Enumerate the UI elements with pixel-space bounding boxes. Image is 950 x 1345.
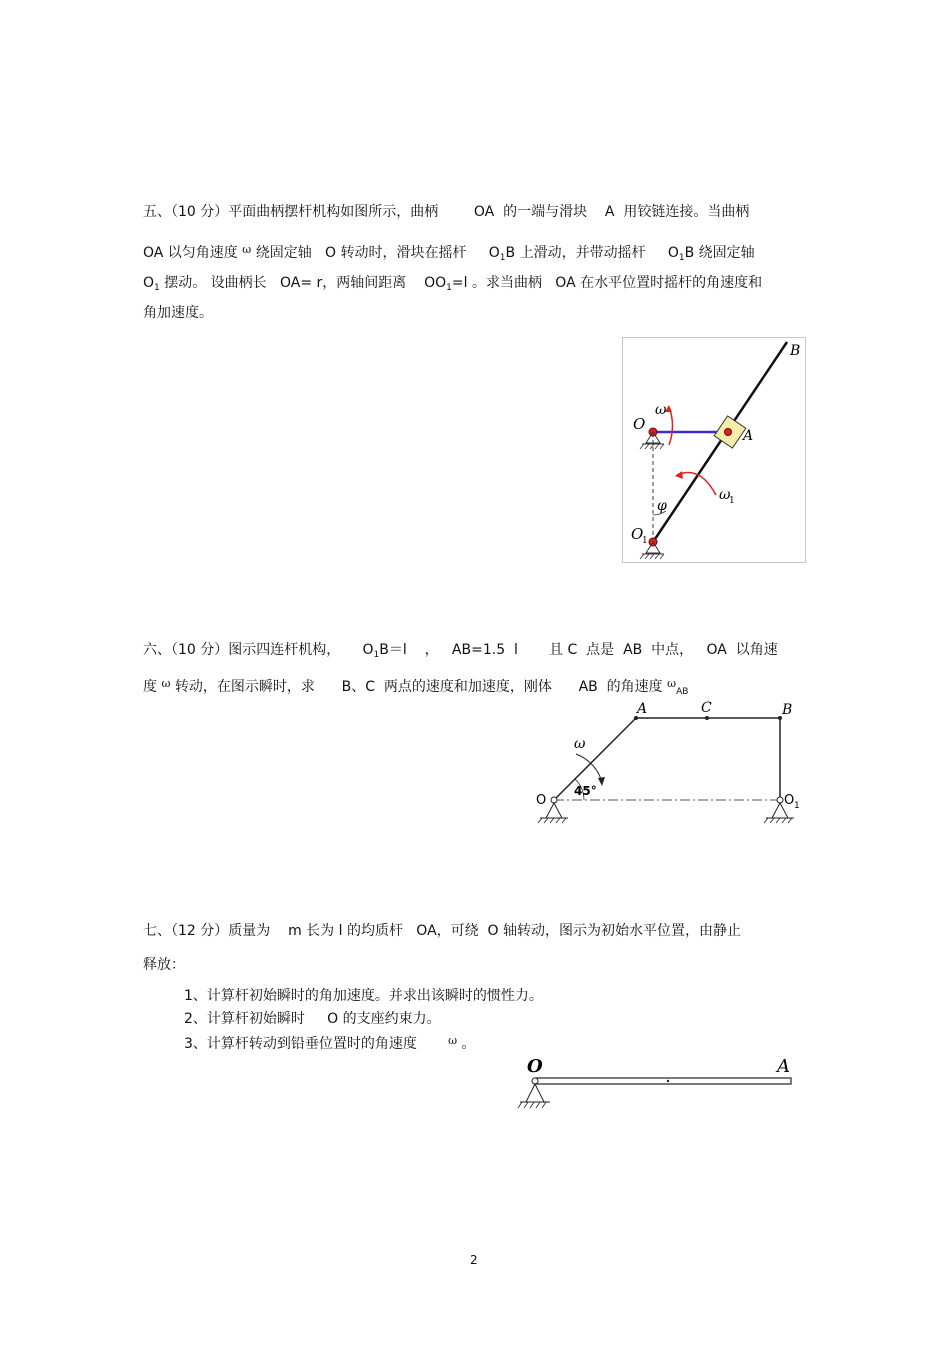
q5-line-3 — [143, 274, 762, 297]
omega-symbol: ω — [448, 1034, 458, 1047]
q6-line-1 — [143, 641, 778, 664]
hatch-o — [640, 444, 664, 449]
omega1-arrowhead — [675, 471, 683, 479]
q6-text: 六、（10 分）图示四连杆机构， O — [143, 642, 374, 658]
q7-item-3 — [184, 1032, 476, 1053]
label-b: B — [782, 702, 793, 718]
rod-oa — [535, 1078, 791, 1084]
q7-item-2: 2、计算杆初始瞬时 O 的支座约束力。 — [184, 1011, 441, 1027]
rocker-o1b — [653, 342, 787, 542]
q7-text: 。 — [457, 1036, 476, 1052]
label-a: A — [637, 701, 648, 717]
q7-item-1: 1、计算杆初始瞬时的角加速度。并求出该瞬时的惯性力。 — [184, 988, 543, 1004]
q6-text: 度 — [143, 679, 162, 695]
label-45deg: 45° — [574, 784, 597, 798]
page-number: 2 — [470, 1253, 478, 1267]
subscript: 1 — [678, 253, 685, 263]
subscript: 1 — [499, 253, 506, 263]
support-o — [526, 1084, 544, 1102]
omega-symbol: ω — [242, 243, 252, 256]
q5-text: 摆动。 设曲柄长 OA= r，两轴间距离 OO — [159, 275, 447, 291]
q5-figure — [622, 337, 806, 563]
subscript: 1 — [373, 650, 380, 660]
pin-a — [725, 429, 732, 436]
label-o: O — [527, 1056, 543, 1077]
rod-center-point — [667, 1080, 669, 1082]
label-omega: ω — [655, 402, 667, 418]
omega-arrowhead — [598, 777, 605, 786]
q5-text: O — [143, 275, 155, 291]
label-b: B — [790, 343, 801, 359]
q5-text: B 上滑动，并带动摇杆 O — [505, 245, 679, 261]
q5-text: =l 。求当曲柄 OA 在水平位置时摇杆的角速度和 — [451, 275, 763, 291]
hatch-o1 — [640, 554, 664, 559]
omega-arrow — [669, 407, 673, 445]
q5-text: 绕固定轴 O 转动时，滑块在摇杆 O — [251, 245, 500, 261]
label-o: O — [633, 415, 646, 433]
q5-line-4: 角加速度。 — [143, 305, 213, 321]
q5-line-1: 五、（10 分）平面曲柄摆杆机构如图所示，曲柄 OA 的一端与滑块 A 用铰链连接。当曲柄 — [143, 204, 750, 220]
q7-text: 3、计算杆转动到铅垂位置时的角速度 — [184, 1036, 449, 1052]
label-omega: ω — [574, 736, 586, 752]
omega-arrow — [576, 754, 602, 782]
omega-symbol: ω — [667, 677, 677, 690]
q5-line-2 — [143, 241, 755, 267]
label-o1: O — [784, 793, 795, 808]
subscript: 1 — [446, 283, 452, 293]
q5-text: OA 以匀角速度 — [143, 245, 243, 261]
hatch-o1 — [764, 818, 792, 823]
q6-text: B＝l ， AB=1.5 l 且 C 点是 AB 中点， OA 以角速 — [379, 642, 778, 658]
label-a: A — [743, 428, 754, 444]
support-o — [546, 803, 562, 818]
subscript: AB — [676, 687, 689, 697]
q5-text: B 绕固定轴 — [684, 245, 755, 261]
point-c — [705, 716, 709, 720]
hatch-o — [518, 1102, 546, 1108]
q7-line-2: 释放： — [143, 957, 185, 973]
q6-figure — [530, 696, 810, 834]
label-o: O — [536, 793, 547, 808]
label-omega1: ω — [719, 487, 731, 503]
q6-text: 转动，在图示瞬时，求 B、C 两点的速度和加速度，刚体 AB 的角速度 — [170, 679, 668, 695]
hatch-o — [538, 818, 566, 823]
omega-symbol: ω — [161, 677, 171, 690]
label-o1-sub: 1 — [642, 536, 648, 546]
label-omega1-sub: 1 — [729, 496, 735, 506]
label-c: C — [701, 700, 712, 716]
label-o1-sub: 1 — [794, 801, 800, 811]
q7-figure — [515, 1052, 805, 1120]
label-o1: O — [631, 525, 644, 543]
q7-line-1: 七、（12 分）质量为 m 长为 l 的均质杆 OA，可绕 O 轴转动，图示为初始水平位置，由静止 — [143, 923, 742, 939]
subscript: 1 — [154, 283, 160, 293]
label-a: A — [777, 1056, 790, 1077]
label-phi: φ — [657, 498, 667, 514]
